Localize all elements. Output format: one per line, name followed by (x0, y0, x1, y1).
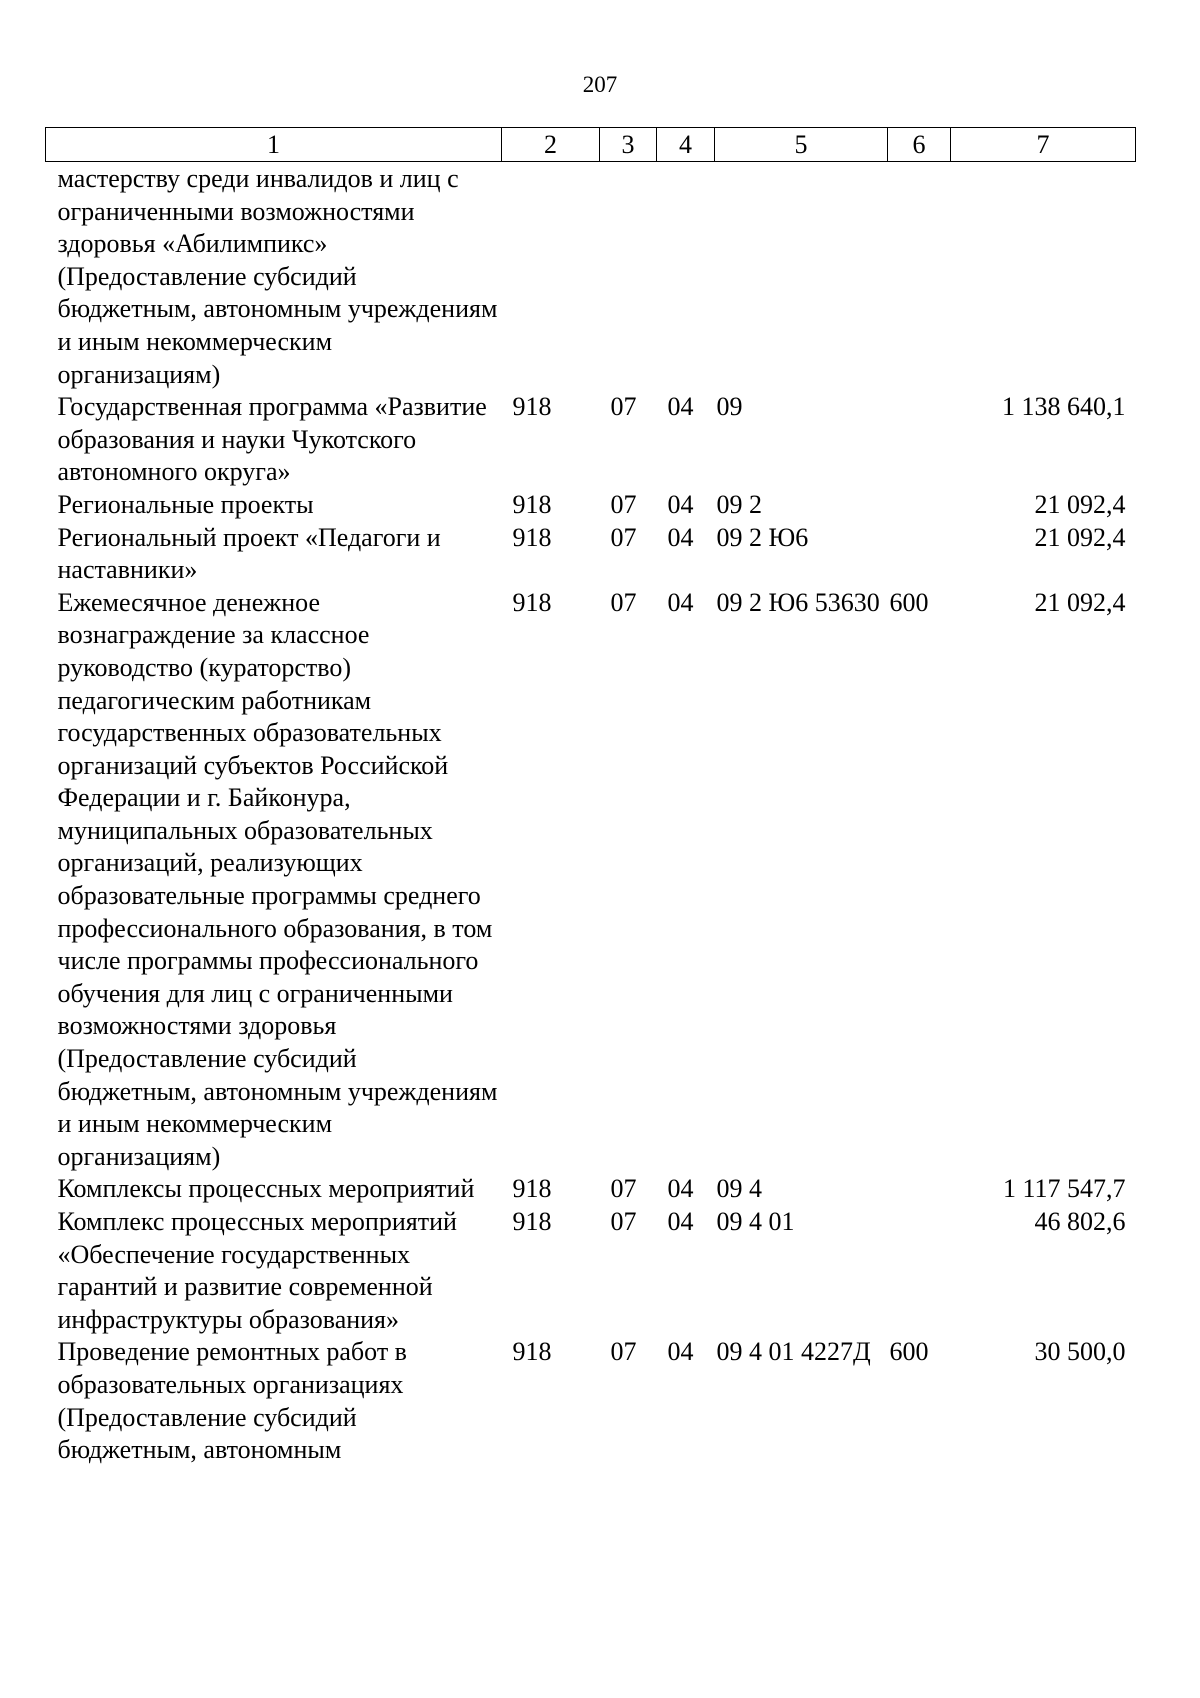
row-expense-type (888, 162, 951, 392)
row-admin-code: 918 (512, 587, 552, 617)
row-amount: 21 092,4 (1034, 489, 1126, 519)
row-section-code: 07 (610, 1174, 637, 1204)
row-name: Ежемесячное денежное вознаграждение за классное руководство (кураторство) педагогическим работникам государственных образовательных организаций субъектов Российской Федерации и г. Байконура, муниципальных образовательных организаций, реализующих образовательные программы среднего профессионального образования, в том числе программы профессионального обучения для лиц с ограниченными возможностями здоровья (Предоставление субсидий бюджетным, автономным учреждениям и иным некоммерческим организациям) (57, 587, 498, 1171)
table-row (46, 391, 1136, 489)
header-col-7: 7 (951, 128, 1136, 162)
row-expense-type: 600 (889, 1337, 929, 1367)
row-amount: 46 802,6 (1034, 1207, 1126, 1236)
row-expense-type (888, 522, 951, 587)
row-target-article: 09 4 01 4227Д (716, 1337, 871, 1367)
table-body (46, 162, 1136, 1467)
header-col-6: 6 (888, 128, 951, 162)
table-row (46, 1206, 1136, 1336)
row-name: Проведение ремонтных работ в образовательных организациях (Предоставление субсидий бюджетным, автономным (57, 1337, 407, 1465)
row-target-article: 09 4 (716, 1174, 762, 1204)
row-section-code: 07 (610, 392, 637, 422)
row-amount: 1 117 547,7 (1002, 1174, 1126, 1204)
row-target-article: 09 (716, 392, 743, 422)
header-col-5: 5 (715, 128, 888, 162)
row-name: Региональный проект «Педагоги и наставники» (57, 522, 441, 585)
row-subsection-code: 04 (667, 392, 694, 422)
row-section-code: 07 (610, 587, 637, 617)
row-expense-type (888, 391, 951, 489)
header-row (46, 128, 1136, 162)
row-target-article: 09 4 01 (716, 1207, 795, 1236)
header-col-3: 3 (600, 128, 657, 162)
row-admin-code: 918 (512, 1174, 552, 1204)
row-expense-type (888, 1206, 951, 1336)
table-row (46, 587, 1136, 1174)
table-row (46, 522, 1136, 587)
row-amount: 1 138 640,1 (1002, 392, 1126, 422)
row-target-article: 09 2 Ю6 53630 (716, 587, 880, 617)
row-amount: 30 500,0 (1034, 1337, 1126, 1367)
row-expense-type: 600 (889, 587, 929, 617)
row-admin-code: 918 (512, 489, 552, 519)
row-name: Государственная программа «Развитие образования и науки Чукотского автономного округа» (57, 392, 487, 487)
row-name: мастерству среди инвалидов и лиц с ограниченными возможностями здоровья «Абилимпикс» (Предоставление субсидий бюджетным, автономным учреждениям и иным некоммерческим организациям) (57, 164, 498, 389)
row-section-code: 07 (610, 1337, 637, 1367)
row-expense-type (888, 1173, 951, 1206)
row-target-article (715, 162, 888, 392)
row-amount: 21 092,4 (1034, 587, 1126, 617)
row-amount (951, 162, 1136, 392)
row-subsection-code: 04 (667, 489, 694, 519)
row-admin-code: 918 (512, 522, 552, 552)
row-section-code (600, 162, 657, 392)
row-section-code: 07 (610, 1207, 637, 1236)
row-amount: 21 092,4 (1034, 522, 1126, 552)
header-col-4: 4 (657, 128, 715, 162)
row-name: Комплекс процессных мероприятий «Обеспечение государственных гарантий и развитие современной инфраструктуры образования» (57, 1207, 457, 1334)
row-admin-code: 918 (512, 392, 552, 422)
row-name: Комплексы процессных мероприятий (57, 1174, 475, 1204)
table-row (46, 1173, 1136, 1206)
row-section-code: 07 (610, 489, 637, 519)
row-target-article: 09 2 (716, 489, 762, 519)
table-row (46, 489, 1136, 522)
row-subsection-code: 04 (667, 522, 694, 552)
row-subsection-code: 04 (667, 587, 694, 617)
row-name: Региональные проекты (57, 489, 314, 519)
header-col-1: 1 (46, 128, 502, 162)
table-row (46, 1336, 1136, 1466)
row-admin-code: 918 (512, 1337, 552, 1367)
page-number: 207 (582, 72, 618, 97)
row-subsection-code: 04 (667, 1174, 694, 1204)
header-col-2: 2 (502, 128, 600, 162)
row-subsection-code: 04 (667, 1207, 694, 1236)
row-subsection-code: 04 (667, 1337, 694, 1367)
row-subsection-code (657, 162, 715, 392)
row-target-article: 09 2 Ю6 (716, 522, 809, 552)
row-admin-code (502, 162, 600, 392)
budget-table (45, 127, 1136, 1467)
table-header (46, 128, 1136, 162)
row-expense-type (888, 489, 951, 522)
table-row (46, 162, 1136, 392)
row-admin-code: 918 (512, 1207, 552, 1236)
row-section-code: 07 (610, 522, 637, 552)
